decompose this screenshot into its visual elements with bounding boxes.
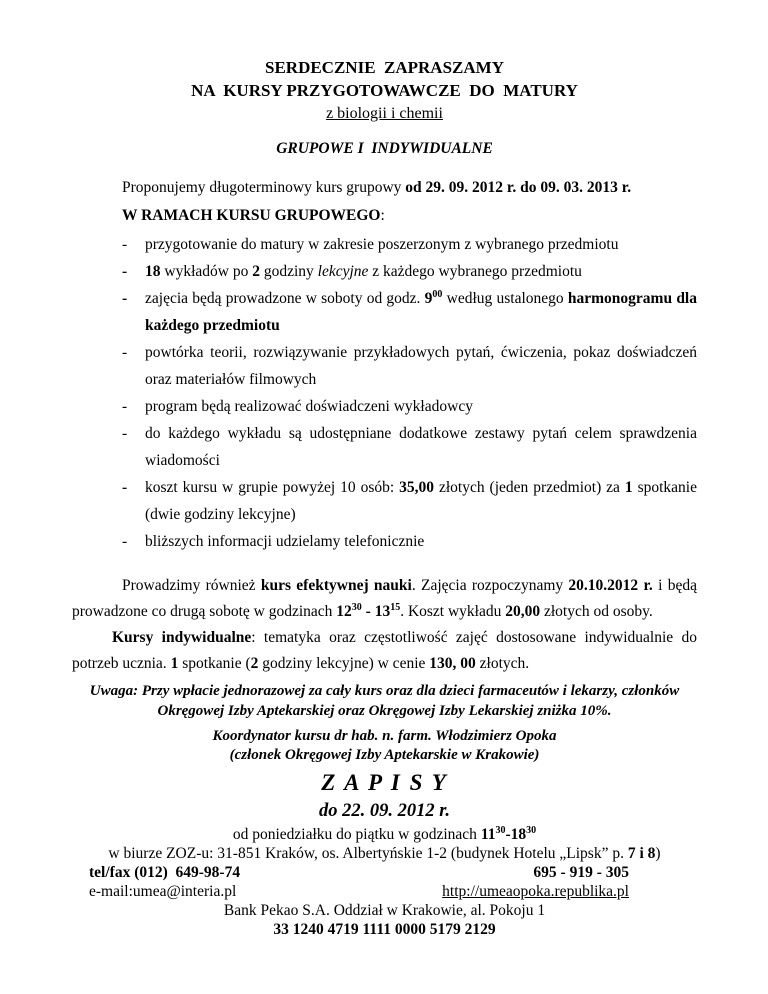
effective-course-paragraph — [72, 573, 697, 625]
list-item — [122, 420, 697, 474]
text-segment: koszt kursu w grupie powyżej 10 osób: — [145, 479, 400, 496]
group-course-heading — [122, 203, 697, 229]
superscript-minutes: 00 — [432, 288, 443, 300]
time-to: - 13 — [361, 603, 391, 620]
colon: : — [380, 207, 385, 224]
text-segment: z każdego wybranego przedmiotu — [368, 263, 582, 280]
superscript-minutes: 30 — [526, 824, 537, 836]
text-segment: godziny lekcyjne) w cenie — [258, 655, 430, 672]
time-from: 12 — [336, 603, 352, 620]
list-item — [122, 285, 697, 339]
dash-bullet: - — [122, 425, 128, 442]
list-item — [122, 231, 697, 258]
effective-course-price: 20,00 — [505, 603, 541, 620]
title-line-2: NA KURSY PRZYGOTOWAWCZE DO MATURY — [191, 81, 578, 100]
individual-course-price: 130, 00 — [429, 655, 476, 672]
mobile-number: 695 - 919 - 305 — [533, 864, 629, 881]
start-hour: 9 — [424, 290, 433, 307]
text-segment: godziny — [259, 263, 318, 280]
hours-count: 2 — [252, 263, 260, 280]
room-numbers: 7 i 8 — [627, 845, 656, 862]
text-segment: złotych od osoby. — [540, 603, 653, 620]
discount-notice: Uwaga: Przy wpłacie jednorazowej za cały kurs oraz dla dzieci farmaceutów i lekarzy, członków Okręgowej Izby Aptekarskiej oraz Okręgowej Izby Lekarskiej zniżka 10%. — [89, 683, 680, 719]
phone-row — [72, 863, 697, 882]
enrollment-deadline: do 22. 09. 2012 r. — [318, 801, 451, 821]
meeting-count: 1 — [624, 479, 633, 496]
effective-course-name: kurs efektywnej nauki — [260, 577, 412, 594]
group-price: 35,00 — [399, 479, 435, 496]
subject-text: z biologii i chemii — [326, 105, 443, 122]
list-item — [122, 339, 697, 393]
intro-text: Proponujemy długoterminowy kurs grupowy — [122, 179, 406, 196]
telfax-number: tel/fax (012) 649-98-74 — [89, 864, 241, 881]
intro-paragraph — [122, 175, 697, 201]
hours-to: -18 — [505, 826, 527, 843]
text-segment: . Koszt wykładu — [400, 603, 506, 620]
list-item — [122, 474, 697, 528]
coordinator-block — [72, 727, 697, 765]
dash-bullet: - — [122, 236, 128, 253]
list-item — [122, 258, 697, 285]
individual-course-name: Kursy indywidualne — [112, 629, 252, 646]
email-row — [72, 882, 697, 901]
text-segment: i będą prowadzone co drugą sobotę w godzinach — [72, 577, 697, 620]
coordinator-membership: (członek Okręgowej Izby Aptekarskie w Krakowie) — [229, 747, 540, 763]
text-segment: od poniedziałku do piątku w godzinach — [232, 826, 481, 843]
list-item — [122, 528, 697, 555]
text-segment: według ustalonego — [442, 290, 568, 307]
text-segment: ) — [655, 845, 661, 862]
dash-bullet: - — [122, 533, 128, 550]
bullet-text: do każdego wykładu są udostępniane dodatkowe zestawy pytań celem sprawdzenia wiadomości — [145, 425, 697, 469]
group-course-heading-text: W RAMACH KURSU GRUPOWEGO — [122, 207, 381, 224]
bullet-text — [145, 285, 697, 339]
text-segment: wykładów po — [160, 263, 253, 280]
title-line-3 — [72, 102, 697, 125]
dash-bullet: - — [122, 344, 128, 361]
superscript-minutes: 30 — [495, 824, 506, 836]
dash-bullet: - — [122, 398, 128, 415]
course-type-subtitle: GRUPOWE I INDYWIDUALNE — [276, 140, 493, 157]
text-segment: złotych (jeden przedmiot) za — [434, 479, 625, 496]
lecture-count: 18 — [145, 263, 161, 280]
enrollment-title: Z A P I S Y — [321, 770, 448, 795]
coordinator-name: Koordynator kursu dr hab. n. farm. Włodzimierz Opoka — [212, 728, 557, 744]
superscript-minutes: 30 — [351, 601, 362, 613]
text-segment: : tematyka oraz częstotliwość zajęć dostosowane indywidualnie do potrzeb ucznia. — [72, 629, 697, 672]
email-address: e-mail:umea@interia.pl — [89, 883, 237, 900]
schedule-bold-text: harmonogramu dla każdego przedmiotu — [145, 290, 697, 334]
bullet-text — [145, 258, 697, 285]
italic-text: lekcyjne — [317, 263, 369, 280]
bullet-text: bliższych informacji udzielamy telefonicznie — [145, 533, 425, 550]
title-line-1: SERDECZNIE ZAPRASZAMY — [265, 58, 504, 77]
website-link[interactable]: http://umeaopoka.republika.pl — [442, 883, 629, 900]
course-dates: od 29. 09. 2012 r. do 09. 03. 2013 r. — [405, 179, 632, 196]
bullet-text — [145, 474, 697, 528]
hours-from: 11 — [480, 826, 496, 843]
enrollment-hours — [72, 825, 697, 844]
meeting-count: 1 — [170, 655, 179, 672]
bullet-text: przygotowanie do matury w zakresie poszerzonym z wybranego przedmiotu — [145, 236, 619, 253]
bullet-list — [122, 231, 697, 555]
bullet-text: powtórka teorii, rozwiązywanie przykładowych pytań, ćwiczenia, pokaz doświadczeń oraz materiałów filmowych — [145, 344, 697, 388]
hours-count: 2 — [250, 655, 259, 672]
text-segment: Prowadzimy również — [122, 577, 261, 594]
effective-course-start-date: 20.10.2012 r. — [568, 577, 653, 594]
bank-account-number: 33 1240 4719 1111 0000 5179 2129 — [273, 921, 496, 938]
text-segment: w biurze ZOZ-u: 31-851 Kraków, os. Albertyńskie 1-2 (budynek Hotelu „Lipsk” p. — [108, 845, 628, 862]
superscript-minutes: 15 — [390, 601, 401, 613]
text-segment: . Zajęcia rozpoczynamy — [411, 577, 569, 594]
dash-bullet: - — [122, 263, 128, 280]
dash-bullet: - — [122, 479, 128, 496]
bank-name-line: Bank Pekao S.A. Oddział w Krakowie, al. Pokoju 1 — [223, 902, 546, 919]
dash-bullet: - — [122, 290, 128, 307]
text-segment: spotkanie ( — [178, 655, 251, 672]
text-segment: zajęcia będą prowadzone w soboty od godz. — [145, 290, 425, 307]
bullet-text: program będą realizować doświadczeni wykładowcy — [145, 398, 473, 415]
list-item — [122, 393, 697, 420]
text-segment: złotych. — [475, 655, 530, 672]
individual-course-paragraph — [72, 625, 697, 677]
text-segment: spotkanie (dwie godziny lekcyjne) — [145, 479, 697, 523]
enrollment-address — [72, 844, 697, 863]
